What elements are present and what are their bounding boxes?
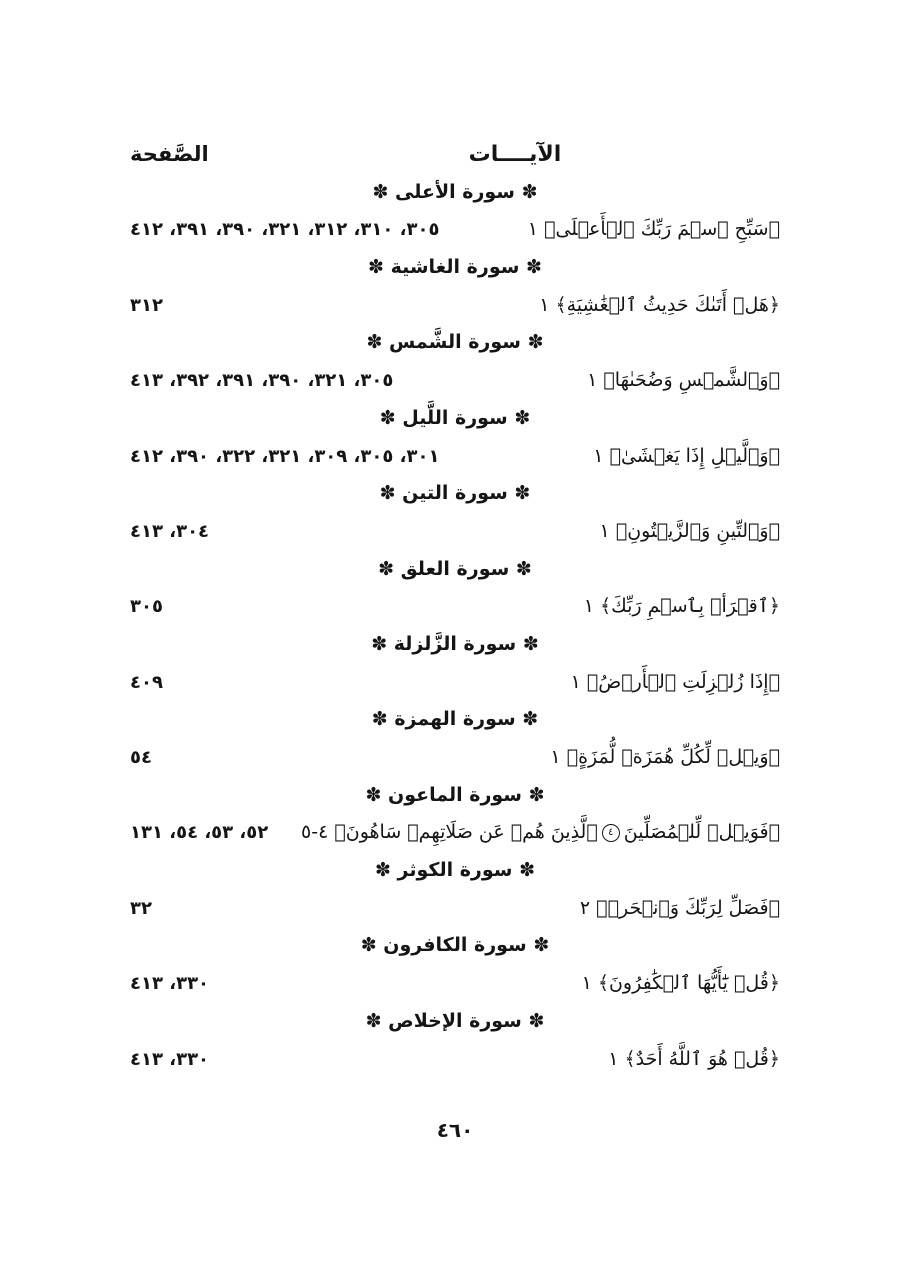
verse-row: [130, 814, 780, 852]
verse: [301, 814, 780, 852]
verse-text: ﴿ٱقۡرَأۡ بِٱسۡمِ رَبِّكَ﴾: [600, 595, 780, 618]
verse-row: [130, 211, 780, 249]
verse: [587, 362, 780, 400]
page-references: ٣٠٥: [130, 596, 163, 618]
verse-row: [130, 965, 780, 1003]
page-references: ٣٠٥، ٣٢١، ٣٩٠، ٣٩١، ٣٩٢، ٤١٣: [130, 370, 394, 392]
verse: [600, 513, 780, 551]
verse-text: ﴿إِذَا زُلۡزِلَتِ ٱلۡأَرۡضُ﴾: [586, 670, 780, 693]
ayah-number: ١: [587, 369, 598, 392]
verse-row: [130, 362, 780, 400]
surah-title: ✽ سورة الشَّمس ✽: [366, 331, 544, 354]
surah-title: ✽ سورة الماعون ✽: [365, 783, 545, 806]
ayah-number: ١: [608, 1047, 619, 1070]
verse: [608, 1041, 780, 1079]
verse: [582, 965, 780, 1003]
verse: [539, 287, 780, 325]
verse-text: ﴿سَبِّحِ ٱسۡمَ رَبِّكَ ٱلۡأَعۡلَى﴾: [544, 218, 780, 241]
page-column-header: الصَّفحة: [130, 142, 209, 166]
surah-title: ✽ سورة الكافرون ✽: [360, 934, 550, 957]
verse-row: [130, 438, 780, 476]
verse-text: ﴿فَصَلِّ لِرَبِّكَ وَٱنۡحَرۡ﴾: [596, 896, 780, 919]
verse: [584, 588, 780, 626]
verse-row: [130, 739, 780, 777]
ayah-number: ١: [581, 972, 592, 995]
ayah-number: ٤-٥: [301, 821, 329, 844]
surah-title: ✽ سورة الهمزة ✽: [371, 708, 539, 731]
page-references: ٥٢، ٥٣، ٥٤، ١٣١: [130, 822, 269, 844]
surah-title: ✽ سورة الكوثر ✽: [375, 859, 535, 882]
page-number: ٤٦٠: [436, 1118, 474, 1142]
surah-title: ✽ سورة اللَّيل ✽: [379, 406, 531, 429]
surah-title: ✽ سورة الإخلاص ✽: [365, 1009, 545, 1032]
verse-text: ﴿فَوَيۡلٞ لِّلۡمُصَلِّينَ: [623, 821, 780, 844]
verse-row: [130, 588, 780, 626]
page-references: ٥٤: [130, 747, 152, 768]
surah-title: ✽ سورة التين ✽: [379, 482, 531, 505]
verse-text: ﴿وَيۡلٞ لِّكُلِّ هُمَزَةٖ لُّمَزَةٍ﴾: [566, 746, 780, 768]
verse-row: [130, 890, 780, 928]
verse-text: ﴿وَٱلشَّمۡسِ وَضُحَىٰهَا﴾: [603, 369, 780, 392]
verse-text: ﴿وَٱلتِّينِ وَٱلزَّيۡتُونِ﴾: [615, 519, 780, 542]
verse: [580, 890, 780, 928]
verse-index: [130, 136, 780, 1078]
page-references: ٣٢: [130, 897, 152, 919]
verse-text-continued: ٱلَّذِينَ هُمۡ عَن صَلَاتِهِمۡ سَاهُونَ﴾: [334, 821, 598, 844]
verse-text: ﴿هَلۡ أَتَىٰكَ حَدِيثُ ٱلۡغَٰشِيَةِ﴾: [555, 293, 780, 316]
surah-title: ✽ سورة العلق ✽: [378, 557, 532, 580]
page-references: ٣٠١، ٣٠٥، ٣٠٩، ٣٢١، ٣٢٢، ٣٩٠، ٤١٢: [130, 445, 440, 467]
surah-title: ✽ سورة الزَّلزلة ✽: [371, 632, 539, 655]
verse-text: ﴿قُلۡ يَٰٓأَيُّهَا ٱلۡكَٰفِرُونَ﴾: [597, 972, 780, 995]
page-references: ٣٠٤، ٤١٣: [130, 520, 210, 542]
verse-row: [130, 1041, 780, 1079]
verse-row: [130, 664, 780, 702]
ayah-number: ١: [583, 595, 594, 618]
page-references: ٣٣٠، ٤١٣: [130, 1048, 210, 1070]
ayah-number: ١: [550, 746, 561, 768]
ayah-number: ١: [599, 519, 610, 542]
verse-row: [130, 287, 780, 325]
verses-column-header: الآيــــات: [468, 142, 562, 167]
ayah-number: ١: [539, 293, 550, 316]
column-headers: [130, 136, 780, 174]
verse: [550, 739, 780, 777]
verse-text: ﴿قُلۡ هُوَ ٱللَّهُ أَحَدٌ﴾: [624, 1047, 780, 1070]
surah-title: ✽ سورة الأعلى ✽: [372, 180, 538, 203]
verse-row: [130, 513, 780, 551]
page-references: ٣١٢: [130, 294, 163, 316]
page-references: ٣٣٠، ٤١٣: [130, 973, 210, 995]
verse: [593, 438, 780, 476]
verse-text: ﴿وَٱلَّيۡلِ إِذَا يَغۡشَىٰ﴾: [609, 444, 780, 467]
page-references: ٤٠٩: [130, 671, 163, 693]
verse: [528, 211, 780, 249]
verse: [571, 664, 780, 702]
surah-title: ✽ سورة الغاشية ✽: [368, 256, 542, 279]
ayah-end-marker: ٤: [602, 824, 620, 842]
page-references: ٣٠٥، ٣١٠، ٣١٢، ٣٢١، ٣٩٠، ٣٩١، ٤١٢: [130, 219, 440, 241]
ayah-number: ٢: [579, 896, 591, 919]
ayah-number: ١: [570, 670, 581, 693]
ayah-number: ١: [593, 444, 604, 467]
ayah-number: ١: [527, 218, 539, 241]
